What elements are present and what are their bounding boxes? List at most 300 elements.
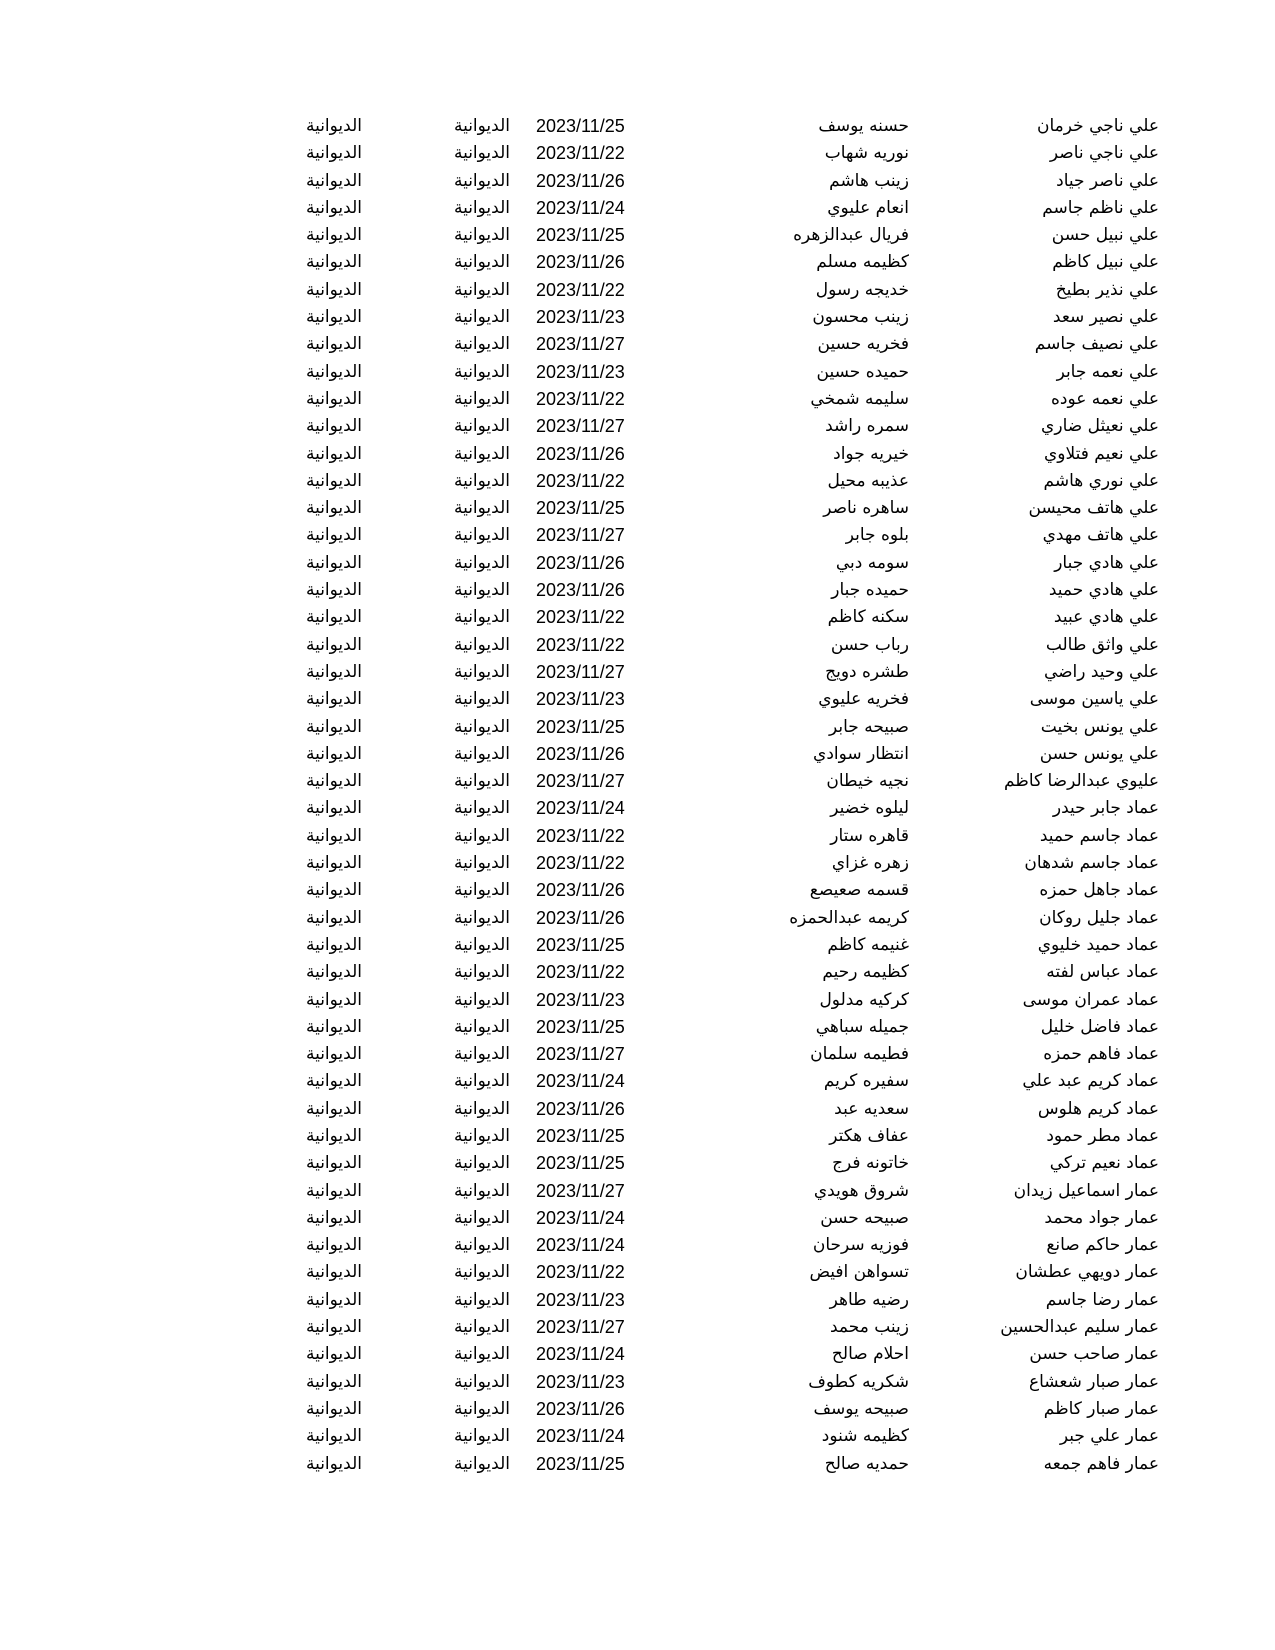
person-name: علي نذير بطيخ — [1055, 279, 1159, 300]
residence-city: الديوانية — [305, 1016, 362, 1037]
record-date: 2023/11/26 — [536, 552, 625, 573]
record-date: 2023/11/23 — [536, 1371, 625, 1392]
table-row — [0, 959, 1275, 986]
residence-city: الديوانية — [305, 525, 362, 546]
record-date: 2023/11/24 — [536, 1426, 625, 1447]
mother-name: انتظار سوادي — [813, 743, 909, 764]
registration-city: الديوانية — [453, 1426, 510, 1447]
registration-city: الديوانية — [453, 1125, 510, 1146]
table-row — [0, 249, 1275, 276]
table-row — [0, 1341, 1275, 1368]
record-date: 2023/11/27 — [536, 771, 625, 792]
mother-name: سمره راشد — [825, 416, 909, 437]
record-date: 2023/11/26 — [536, 880, 625, 901]
registration-city: الديوانية — [453, 934, 510, 955]
registration-city: الديوانية — [453, 279, 510, 300]
residence-city: الديوانية — [305, 580, 362, 601]
registration-city: الديوانية — [453, 825, 510, 846]
person-name: علي هاتف مهدي — [1042, 525, 1159, 546]
record-date: 2023/11/22 — [536, 825, 625, 846]
registration-city: الديوانية — [453, 1016, 510, 1037]
table-row — [0, 495, 1275, 522]
mother-name: عفاف هكتر — [829, 1125, 909, 1146]
residence-city: الديوانية — [305, 334, 362, 355]
registration-city: الديوانية — [453, 525, 510, 546]
registration-city: الديوانية — [453, 1453, 510, 1474]
registration-city: الديوانية — [453, 416, 510, 437]
mother-name: فوزيه سرحان — [812, 1235, 909, 1256]
residence-city: الديوانية — [305, 143, 362, 164]
residence-city: الديوانية — [305, 1044, 362, 1065]
table-row — [0, 441, 1275, 468]
mother-name: شكريه كطوف — [808, 1371, 909, 1392]
table-row — [0, 1369, 1275, 1396]
person-name: علي نعمه جابر — [1056, 361, 1159, 382]
residence-city: الديوانية — [305, 170, 362, 191]
residence-city: الديوانية — [305, 443, 362, 464]
residence-city: الديوانية — [305, 116, 362, 136]
record-date: 2023/11/22 — [536, 1262, 625, 1283]
residence-city: الديوانية — [305, 689, 362, 710]
table-row — [0, 768, 1275, 795]
registration-city: الديوانية — [453, 880, 510, 901]
mother-name: كظيمه رحيم — [822, 962, 909, 983]
table-row — [0, 604, 1275, 631]
record-date: 2023/11/25 — [536, 1125, 625, 1146]
person-name: علي نعمه عوده — [1050, 388, 1159, 409]
table-row — [0, 1014, 1275, 1041]
person-name: عماد عباس لفته — [1046, 962, 1159, 983]
table-row — [0, 1068, 1275, 1095]
table-row — [0, 1178, 1275, 1205]
table-row — [0, 1096, 1275, 1123]
record-date: 2023/11/23 — [536, 1289, 625, 1310]
record-date: 2023/11/24 — [536, 798, 625, 819]
person-name: علي نصيف جاسم — [1034, 334, 1159, 355]
mother-name: سفيره كريم — [823, 1071, 909, 1092]
record-date: 2023/11/22 — [536, 143, 625, 164]
record-date: 2023/11/22 — [536, 607, 625, 628]
person-name: عماد عمران موسى — [1022, 989, 1159, 1010]
registration-city: الديوانية — [453, 1344, 510, 1365]
registration-city: الديوانية — [453, 1262, 510, 1283]
table-row — [0, 741, 1275, 768]
mother-name: سكنه كاظم — [827, 607, 909, 628]
residence-city: الديوانية — [305, 1371, 362, 1392]
mother-name: سليمه شمخي — [810, 388, 909, 409]
record-date: 2023/11/25 — [536, 498, 625, 519]
person-name: عمار صبار كاظم — [1043, 1398, 1159, 1419]
registration-city: الديوانية — [453, 1180, 510, 1201]
residence-city: الديوانية — [305, 634, 362, 655]
table-row — [0, 359, 1275, 386]
table-row — [0, 714, 1275, 741]
person-name: عماد فاهم حمزه — [1043, 1044, 1159, 1065]
record-date: 2023/11/25 — [536, 1153, 625, 1174]
registration-city: الديوانية — [453, 170, 510, 191]
registration-city: الديوانية — [453, 1235, 510, 1256]
table-row — [0, 304, 1275, 331]
person-name: عماد كريم هلوس — [1037, 1098, 1159, 1119]
registration-city: الديوانية — [453, 334, 510, 355]
residence-city: الديوانية — [305, 934, 362, 955]
record-date: 2023/11/22 — [536, 962, 625, 983]
person-name: عماد جاسم حميد — [1039, 825, 1159, 846]
residence-city: الديوانية — [305, 1180, 362, 1201]
residence-city: الديوانية — [305, 1426, 362, 1447]
table-row — [0, 632, 1275, 659]
table-row — [0, 905, 1275, 932]
mother-name: قاهره ستار — [830, 825, 909, 846]
person-name: علي نوري هاشم — [1043, 470, 1159, 491]
registration-city: الديوانية — [453, 1098, 510, 1119]
table-row — [0, 1396, 1275, 1423]
person-name: عماد نعيم تركي — [1049, 1153, 1159, 1174]
table-row — [0, 1205, 1275, 1232]
residence-city: الديوانية — [305, 307, 362, 328]
residence-city: الديوانية — [305, 798, 362, 819]
residence-city: الديوانية — [305, 498, 362, 519]
table-row — [0, 522, 1275, 549]
person-name: عمار سليم عبدالحسين — [1000, 1317, 1159, 1338]
person-name: عماد مطر حمود — [1046, 1125, 1159, 1146]
residence-city: الديوانية — [305, 552, 362, 573]
mother-name: صبيحه جابر — [829, 716, 909, 737]
mother-name: سومه دبي — [835, 552, 909, 573]
record-date: 2023/11/23 — [536, 361, 625, 382]
person-name: علي ناصر جياد — [1056, 170, 1159, 191]
record-date: 2023/11/24 — [536, 1207, 625, 1228]
registration-city: الديوانية — [453, 716, 510, 737]
mother-name: كريمه عبدالحمزه — [789, 907, 909, 928]
table-row — [0, 1123, 1275, 1150]
person-name: عمار علي جبر — [1059, 1426, 1159, 1447]
residence-city: الديوانية — [305, 853, 362, 874]
mother-name: احلام صالح — [831, 1344, 909, 1365]
residence-city: الديوانية — [305, 470, 362, 491]
mother-name: فطيمه سلمان — [810, 1044, 909, 1065]
table-row — [0, 468, 1275, 495]
person-name: علي هادي جبار — [1054, 552, 1159, 573]
record-date: 2023/11/22 — [536, 279, 625, 300]
table-row — [0, 659, 1275, 686]
mother-name: خيريه جواد — [833, 443, 909, 464]
record-date: 2023/11/25 — [536, 1016, 625, 1037]
residence-city: الديوانية — [305, 989, 362, 1010]
mother-name: حميده حسين — [816, 361, 909, 382]
record-date: 2023/11/27 — [536, 661, 625, 682]
residence-city: الديوانية — [305, 1398, 362, 1419]
mother-name: خاتونه فرج — [832, 1153, 909, 1174]
person-name: عمار دويهي عطشان — [1015, 1262, 1159, 1283]
residence-city: الديوانية — [305, 1453, 362, 1474]
person-name: عماد حميد خليوي — [1037, 934, 1159, 955]
record-date: 2023/11/26 — [536, 907, 625, 928]
table-row — [0, 1041, 1275, 1068]
registration-city: الديوانية — [453, 388, 510, 409]
record-date: 2023/11/25 — [536, 225, 625, 246]
record-date: 2023/11/26 — [536, 1098, 625, 1119]
record-date: 2023/11/26 — [536, 580, 625, 601]
mother-name: عذيبه محيل — [827, 470, 909, 491]
residence-city: الديوانية — [305, 1289, 362, 1310]
person-name: علي ناظم جاسم — [1042, 197, 1159, 218]
registration-city: الديوانية — [453, 143, 510, 164]
registration-city: الديوانية — [453, 1071, 510, 1092]
registration-city: الديوانية — [453, 798, 510, 819]
residence-city: الديوانية — [305, 880, 362, 901]
table-row — [0, 277, 1275, 304]
person-name: علي هادي عبيد — [1053, 607, 1159, 628]
residence-city: الديوانية — [305, 907, 362, 928]
record-date: 2023/11/23 — [536, 989, 625, 1010]
table-row — [0, 1232, 1275, 1259]
mother-name: طشره دويج — [825, 661, 909, 682]
record-date: 2023/11/27 — [536, 334, 625, 355]
registration-city: الديوانية — [453, 197, 510, 218]
person-name: علي هاتف محيسن — [1028, 498, 1159, 519]
person-name: عمار جواد محمد — [1044, 1207, 1159, 1228]
residence-city: الديوانية — [305, 607, 362, 628]
registration-city: الديوانية — [453, 853, 510, 874]
mother-name: نجيه خيطان — [826, 771, 909, 792]
person-name: عماد جاسم شدهان — [1024, 853, 1159, 874]
table-row — [0, 1451, 1275, 1478]
residence-city: الديوانية — [305, 1071, 362, 1092]
table-row — [0, 1259, 1275, 1286]
record-date: 2023/11/22 — [536, 470, 625, 491]
person-name: عليوي عبدالرضا كاظم — [1003, 771, 1159, 792]
mother-name: جميله سباهي — [815, 1016, 909, 1037]
mother-name: كظيمه مسلم — [816, 252, 909, 273]
mother-name: فخريه عليوي — [818, 689, 909, 710]
person-name: عمار رضا جاسم — [1045, 1289, 1159, 1310]
person-name: علي يونس بخيت — [1040, 716, 1159, 737]
registration-city: الديوانية — [453, 470, 510, 491]
mother-name: زهره غزاي — [831, 853, 909, 874]
residence-city: الديوانية — [305, 1235, 362, 1256]
registration-city: الديوانية — [453, 1317, 510, 1338]
residence-city: الديوانية — [305, 825, 362, 846]
person-name: علي ناجي ناصر — [1049, 143, 1159, 164]
record-date: 2023/11/27 — [536, 1044, 625, 1065]
registration-city: الديوانية — [453, 907, 510, 928]
registration-city: الديوانية — [453, 225, 510, 246]
residence-city: الديوانية — [305, 225, 362, 246]
registration-city: الديوانية — [453, 1289, 510, 1310]
table-row — [0, 550, 1275, 577]
residence-city: الديوانية — [305, 252, 362, 273]
record-date: 2023/11/27 — [536, 416, 625, 437]
table-row — [0, 222, 1275, 249]
record-date: 2023/11/26 — [536, 1398, 625, 1419]
mother-name: زينب محمد — [830, 1317, 909, 1338]
person-name: علي نعيم فتلاوي — [1043, 443, 1159, 464]
residence-city: الديوانية — [305, 1125, 362, 1146]
table-row — [0, 1314, 1275, 1341]
table-row — [0, 1150, 1275, 1177]
records-table — [0, 113, 1275, 1478]
person-name: عماد فاضل خليل — [1040, 1016, 1159, 1037]
record-date: 2023/11/23 — [536, 689, 625, 710]
registration-city: الديوانية — [453, 989, 510, 1010]
record-date: 2023/11/27 — [536, 1317, 625, 1338]
record-date: 2023/11/25 — [536, 1453, 625, 1474]
mother-name: رباب حسن — [830, 634, 909, 655]
mother-name: كركيه مدلول — [819, 989, 909, 1010]
residence-city: الديوانية — [305, 743, 362, 764]
record-date: 2023/11/26 — [536, 743, 625, 764]
registration-city: الديوانية — [453, 661, 510, 682]
residence-city: الديوانية — [305, 962, 362, 983]
mother-name: انعام عليوي — [827, 197, 909, 218]
record-date: 2023/11/25 — [536, 116, 625, 136]
person-name: علي ناجي خرمان — [1037, 116, 1159, 136]
mother-name: غنيمه كاظم — [827, 934, 909, 955]
table-row — [0, 877, 1275, 904]
record-date: 2023/11/26 — [536, 170, 625, 191]
table-row — [0, 331, 1275, 358]
registration-city: الديوانية — [453, 1207, 510, 1228]
residence-city: الديوانية — [305, 1207, 362, 1228]
mother-name: سعديه عبد — [834, 1098, 909, 1119]
mother-name: فخريه حسين — [817, 334, 909, 355]
table-row — [0, 577, 1275, 604]
residence-city: الديوانية — [305, 1317, 362, 1338]
residence-city: الديوانية — [305, 361, 362, 382]
record-date: 2023/11/25 — [536, 934, 625, 955]
person-name: عماد جابر حيدر — [1052, 798, 1159, 819]
record-date: 2023/11/24 — [536, 197, 625, 218]
person-name: علي يونس حسن — [1039, 743, 1159, 764]
table-row — [0, 850, 1275, 877]
mother-name: صبيحه يوسف — [813, 1398, 909, 1419]
record-date: 2023/11/23 — [536, 307, 625, 328]
person-name: علي وحيد راضي — [1043, 661, 1159, 682]
record-date: 2023/11/24 — [536, 1235, 625, 1256]
table-row — [0, 823, 1275, 850]
mother-name: ليلوه خضير — [830, 798, 909, 819]
registration-city: الديوانية — [453, 962, 510, 983]
mother-name: حسنه يوسف — [818, 116, 909, 136]
registration-city: الديوانية — [453, 1153, 510, 1174]
registration-city: الديوانية — [453, 552, 510, 573]
mother-name: بلوه جابر — [845, 525, 909, 546]
mother-name: ساهره ناصر — [823, 498, 909, 519]
registration-city: الديوانية — [453, 307, 510, 328]
table-row — [0, 113, 1275, 140]
record-date: 2023/11/26 — [536, 443, 625, 464]
record-date: 2023/11/24 — [536, 1344, 625, 1365]
mother-name: صبيحه حسن — [820, 1207, 909, 1228]
residence-city: الديوانية — [305, 416, 362, 437]
table-row — [0, 932, 1275, 959]
record-date: 2023/11/22 — [536, 388, 625, 409]
person-name: عماد جليل روكان — [1039, 907, 1159, 928]
person-name: عمار صبار شعشاع — [1028, 1371, 1159, 1392]
person-name: عماد جاهل حمزه — [1039, 880, 1159, 901]
residence-city: الديوانية — [305, 716, 362, 737]
registration-city: الديوانية — [453, 634, 510, 655]
mother-name: خديجه رسول — [815, 279, 909, 300]
person-name: علي نبيل حسن — [1051, 225, 1159, 246]
mother-name: كظيمه شنود — [821, 1426, 909, 1447]
table-row — [0, 195, 1275, 222]
registration-city: الديوانية — [453, 252, 510, 273]
mother-name: حميده جبار — [831, 580, 909, 601]
record-date: 2023/11/25 — [536, 716, 625, 737]
residence-city: الديوانية — [305, 279, 362, 300]
mother-name: فريال عبدالزهره — [793, 225, 909, 246]
mother-name: زينب محسون — [812, 307, 909, 328]
person-name: عمار اسماعيل زيدان — [1013, 1180, 1159, 1201]
person-name: علي ياسين موسى — [1029, 689, 1159, 710]
table-row — [0, 1423, 1275, 1450]
residence-city: الديوانية — [305, 1153, 362, 1174]
mother-name: نوريه شهاب — [824, 143, 909, 164]
mother-name: قسمه صعيصع — [809, 880, 909, 901]
table-row — [0, 386, 1275, 413]
registration-city: الديوانية — [453, 116, 510, 136]
residence-city: الديوانية — [305, 1344, 362, 1365]
record-date: 2023/11/22 — [536, 853, 625, 874]
person-name: علي واثق طالب — [1045, 634, 1159, 655]
table-row — [0, 686, 1275, 713]
table-row — [0, 413, 1275, 440]
residence-city: الديوانية — [305, 197, 362, 218]
registration-city: الديوانية — [453, 1371, 510, 1392]
registration-city: الديوانية — [453, 771, 510, 792]
record-date: 2023/11/27 — [536, 525, 625, 546]
mother-name: زينب هاشم — [829, 170, 909, 191]
registration-city: الديوانية — [453, 498, 510, 519]
registration-city: الديوانية — [453, 1044, 510, 1065]
registration-city: الديوانية — [453, 607, 510, 628]
person-name: علي هادي حميد — [1048, 580, 1159, 601]
registration-city: الديوانية — [453, 580, 510, 601]
table-row — [0, 140, 1275, 167]
mother-name: شروق هويدي — [813, 1180, 909, 1201]
residence-city: الديوانية — [305, 1262, 362, 1283]
person-name: عمار صاحب حسن — [1029, 1344, 1159, 1365]
mother-name: حمديه صالح — [824, 1453, 909, 1474]
registration-city: الديوانية — [453, 1398, 510, 1419]
record-date: 2023/11/22 — [536, 634, 625, 655]
registration-city: الديوانية — [453, 689, 510, 710]
person-name: عماد كريم عبد علي — [1022, 1071, 1159, 1092]
table-row — [0, 168, 1275, 195]
person-name: علي نصير سعد — [1052, 307, 1159, 328]
registration-city: الديوانية — [453, 443, 510, 464]
residence-city: الديوانية — [305, 1098, 362, 1119]
person-name: علي نعيثل ضاري — [1041, 416, 1159, 437]
record-date: 2023/11/27 — [536, 1180, 625, 1201]
residence-city: الديوانية — [305, 661, 362, 682]
registration-city: الديوانية — [453, 743, 510, 764]
table-row — [0, 987, 1275, 1014]
mother-name: تسواهن افيض — [809, 1262, 909, 1283]
person-name: عمار فاهم جمعه — [1043, 1453, 1159, 1474]
mother-name: رضيه طاهر — [829, 1289, 909, 1310]
residence-city: الديوانية — [305, 771, 362, 792]
record-date: 2023/11/24 — [536, 1071, 625, 1092]
person-name: علي نبيل كاظم — [1052, 252, 1159, 273]
table-row — [0, 1287, 1275, 1314]
table-row — [0, 795, 1275, 822]
registration-city: الديوانية — [453, 361, 510, 382]
person-name: عمار حاكم صانع — [1046, 1235, 1159, 1256]
residence-city: الديوانية — [305, 388, 362, 409]
